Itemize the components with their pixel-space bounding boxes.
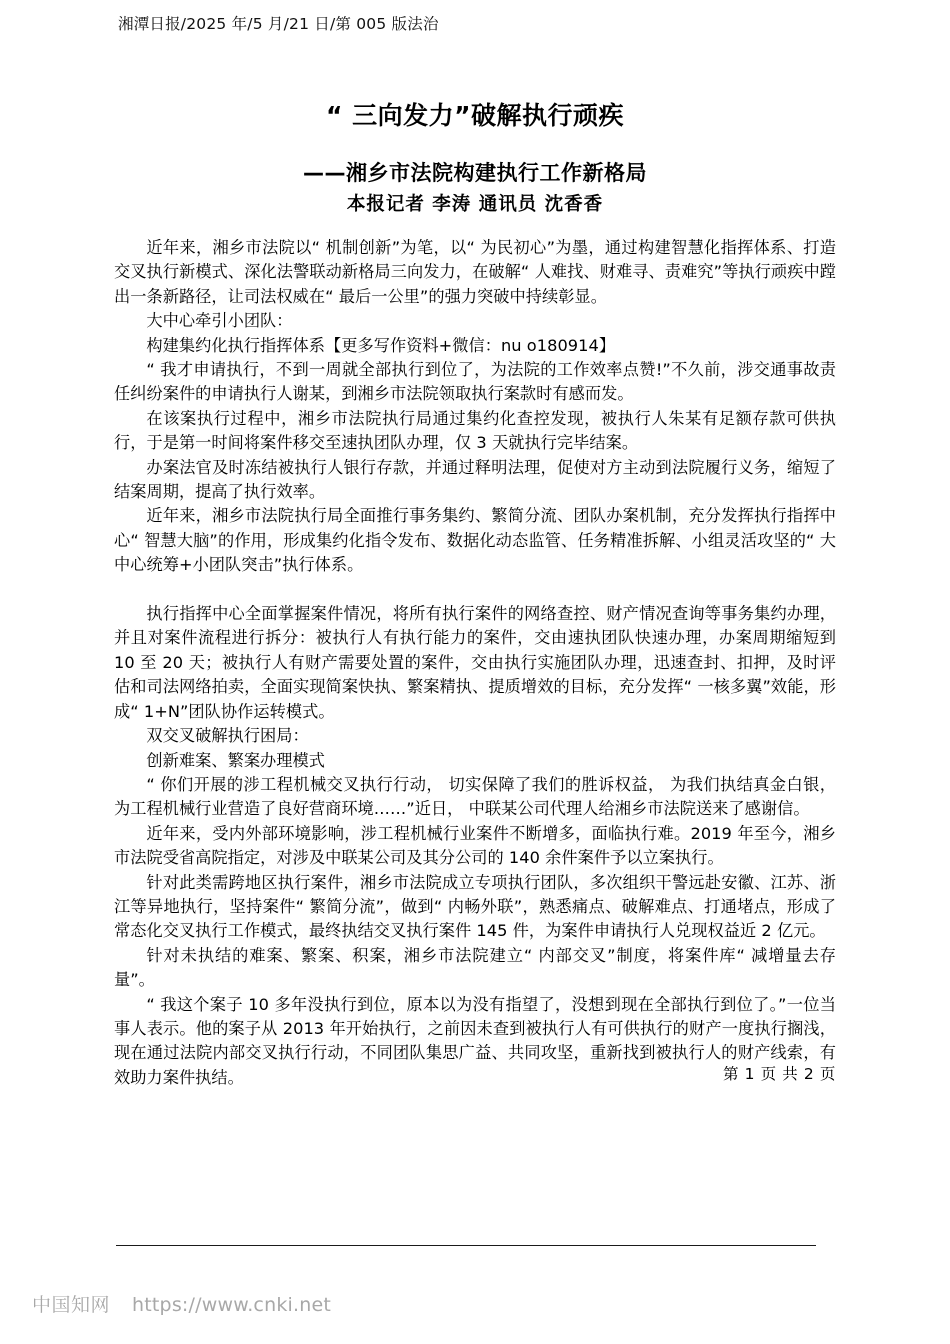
article-byline: 本报记者 李涛 通讯员 沈香香 [346, 194, 604, 215]
article-paragraph: 针对未执结的难案、繁案、积案，湘乡市法院建立“ 内部交叉”制度，将案件库“ 减增量去存量”。 [114, 945, 836, 990]
article-body [114, 236, 836, 1090]
article-paragraph: 创新难案、繁案办理模式 [146, 750, 326, 770]
article-paragraph: 针对此类需跨地区执行案件，湘乡市法院成立专项执行团队，多次组织干警远赴安徽、江苏、浙江等异地执行，坚持案件“ 繁简分流”，做到“ 内畅外联”，熟悉痛点、破解难点、打通堵点，形成了常态化交叉执行工作模式，最终执结交叉执行案件 145 件，为案件申请执行人兑现权益近 2 亿元。 [114, 872, 836, 941]
newspaper-masthead: 湘潭日报/2025 年/5 月/21 日/第 005 版法治 [118, 15, 439, 33]
article-paragraph: 近年来，湘乡市法院以“ 机制创新”为笔，以“ 为民初心”为墨，通过构建智慧化指挥体系、打造交叉执行新模式、深化法警联动新格局三向发力，在破解“ 人难找、财难寻、责难究”等执行顽疾中蹚出一条新路径，让司法权威在“ 最后一公里”的强力突破中持续彰显。 [114, 238, 836, 306]
article-paragraph: 执行指挥中心全面掌握案件情况，将所有执行案件的网络查控、财产情况查询等事务集约办理，并且对案件流程进行拆分：被执行人有执行能力的案件，交由速执团队快速办理，办案周期缩短到 10 至 20 天；被执行人有财产需要处置的案件，交由执行实施团队办理，迅速查封、扣押，及时评估和司法网络拍卖，全面实现简案快执、繁案精执、提质增效的目标，充分发挥“ 一核多翼”效能，形成“ 1+N”团队协作运转模式。 [114, 604, 836, 721]
cnki-watermark [32, 1292, 331, 1318]
cnki-url-text: https://www.cnki.net [132, 1294, 332, 1316]
cnki-logo-text: 中国知网 [32, 1294, 111, 1316]
article-paragraph: 近年来，受内外部环境影响，涉工程机械行业案件不断增多，面临执行难。2019 年至今，湘乡市法院受省高院指定，对涉及中联某公司及其分公司的 140 余件案件予以立案执行。 [114, 823, 836, 868]
footer-divider [116, 1245, 816, 1246]
article-paragraph: “ 我才申请执行，不到一周就全部执行到位了，为法院的工作效率点赞!”不久前，涉交通事故责任纠纷案件的申请执行人谢某，到湘乡市法院领取执行案款时有感而发。 [114, 360, 836, 404]
article-paragraph: 双交叉破解执行困局： [146, 726, 309, 746]
article-paragraph: 办案法官及时冻结被执行人银行存款，并通过释明法理，促使对方主动到法院履行义务，缩短了结案周期，提高了执行效率。 [114, 457, 836, 502]
article-paragraph: 在该案执行过程中，湘乡市法院执行局通过集约化查控发现，被执行人朱某有足额存款可供执行，于是第一时间将案件移交至速执团队办理，仅 3 天就执行完毕结案。 [114, 408, 836, 453]
article-paragraph: 近年来，湘乡市法院执行局全面推行事务集约、繁简分流、团队办案机制，充分发挥执行指挥中心“ 智慧大脑”的作用，形成集约化指令发布、数据化动态监管、任务精准拆解、小组灵活攻坚的“ 大中心统筹+小团队突击”执行体系。 [114, 506, 836, 575]
article-paragraph: 大中心牵引小团队： [146, 311, 293, 331]
page-count-label: 第 1 页 共 2 页 [723, 1065, 836, 1083]
article-paragraph: “ 你们开展的涉工程机械交叉执行行动， 切实保障了我们的胜诉权益， 为我们执结真金白银，为工程机械行业营造了良好营商环境……”近日， 中联某公司代理人给湘乡市法院送来了感谢信。 [114, 774, 836, 819]
article-paragraph: 构建集约化执行指挥体系【更多写作资料+微信：nu o180914】 [146, 335, 616, 355]
article-paragraph: “ 我这个案子 10 多年没执行到位，原本以为没有指望了，没想到现在全部执行到位了。”一位当事人表示。他的案子从 2013 年开始执行，之前因未查到被执行人有可供执行的财产一度执行搁浅，现在通过法院内部交叉执行行动，不同团队集思广益、共同攻坚，重新找到被执行人的财产线索，有效助力案件执结。 [114, 994, 836, 1087]
article-subtitle: ——湘乡市法院构建执行工作新格局 [303, 161, 647, 186]
article-title: “ 三向发力”破解执行顽疾 [325, 100, 625, 130]
